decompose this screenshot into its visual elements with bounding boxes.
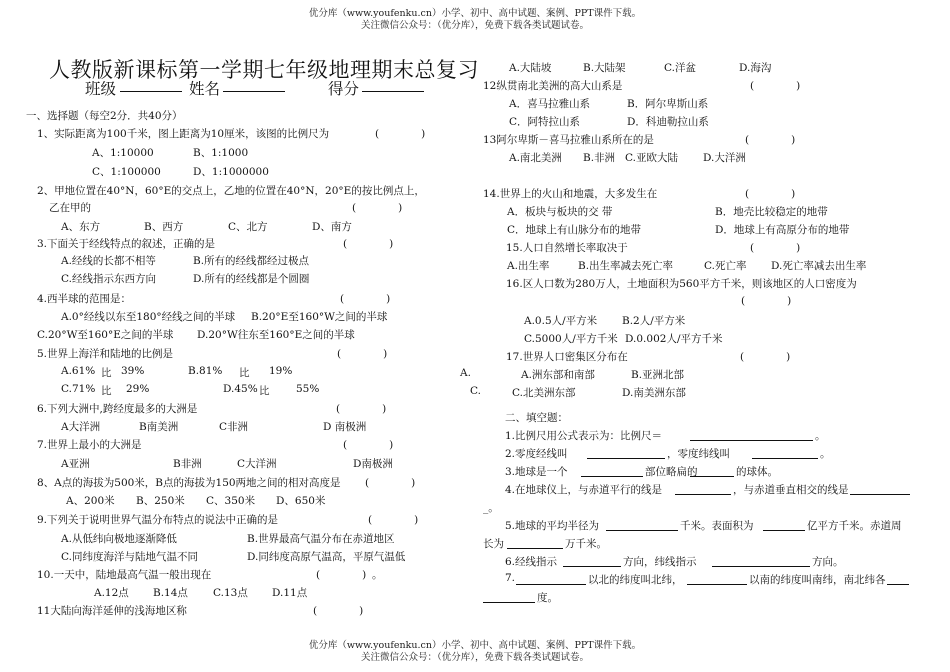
header-line-1: 优分库（www.youfenku.cn）小学、初中、高中试题、案例、PPT课件下载。	[308, 8, 642, 19]
q14-option-d: D．地球上有高原分布的地带	[715, 224, 850, 236]
question-7: 7.世界上最小的大洲是	[37, 439, 142, 451]
q5-option-a-sep: 比	[101, 367, 112, 379]
fill-7-blank-1[interactable]	[516, 584, 586, 585]
question-6: 6.下列大洲中,跨经度最多的大洲是	[37, 403, 198, 415]
q2-option-d: D、南方	[312, 221, 352, 233]
q15-option-c: C.死亡率	[704, 260, 747, 272]
fill-5-blank-3[interactable]	[507, 548, 563, 549]
page-title: 人教版新课标第一学期七年级地理期末总复习	[49, 58, 479, 82]
q5-option-c-value2: 29%	[126, 383, 150, 395]
question-17: 17.世界人口密集区分布在	[506, 351, 628, 363]
fill-6-text-b: 方向，纬线指示	[623, 556, 697, 568]
answer-paren-16[interactable]: ( )	[741, 295, 792, 307]
section-2-heading: 二、填空题：	[505, 412, 568, 424]
q15-option-d: D.死亡率减去出生率	[771, 260, 867, 272]
q8-option-c: C、350米	[206, 495, 256, 507]
q1-option-b: B、1:1000	[193, 147, 249, 159]
q14-option-a: A．板块与板块的交 带	[507, 206, 613, 218]
fill-2-end: 。	[820, 448, 831, 460]
q12-option-d: D．科迪勒拉山系	[627, 116, 709, 128]
question-1: 1、实际距离为100千米，图上距离为10厘米，该图的比例尺为	[37, 128, 330, 140]
fill-2-text-a: 2.零度经线叫	[505, 448, 568, 460]
question-2-cont: 乙在甲的	[49, 202, 91, 214]
fill-2-blank-1[interactable]	[587, 458, 665, 459]
header-line-2: 关注微信公众号：（优分库），免费下载各类试题试卷。	[360, 20, 589, 31]
q17-option-c: C.北美洲东部	[512, 387, 576, 399]
q10-option-c: C.13点	[213, 587, 248, 599]
q7-option-d: D南极洲	[353, 458, 393, 470]
fill-1-blank[interactable]	[690, 440, 813, 441]
question-15: 15.人口自然增长率取决于	[506, 242, 628, 254]
question-2: 2、甲地位置在40°N，60°E的交点上，乙地的位置在40°N，20°E的按比例点上，	[37, 185, 425, 197]
q17-option-d: D.南美洲东部	[622, 387, 686, 399]
q16-option-b: B.2人/平方米	[622, 315, 686, 327]
q16-option-c: C.5000人/平方千米	[524, 333, 618, 345]
q8-option-b: B、250米	[136, 495, 185, 507]
q17-option-b: B.亚洲北部	[631, 369, 685, 381]
fill-4-text-a: 4.在地球仪上，与赤道平行的线是	[505, 484, 663, 496]
q11-option-d: D.海沟	[739, 62, 772, 74]
q9-option-c: C.同纬度海洋与陆地气温不同	[61, 551, 198, 563]
question-16: 16.区人口数为280万人，土地面积为560平方千米，则该地区的人口密度为	[506, 278, 857, 290]
q10-option-a: A.12点	[94, 587, 129, 599]
q1-option-d: D、1:1000000	[193, 166, 269, 178]
q6-option-a: A大洋洲	[61, 421, 101, 433]
answer-paren-7[interactable]: ( )	[343, 439, 394, 451]
fill-4-text-b: ，与赤道垂直相交的线是	[733, 484, 849, 496]
fill-3-text-c: 的球体。	[736, 466, 778, 478]
q5-option-c-value: C.71%	[61, 383, 96, 395]
fill-7-blank-3a[interactable]	[887, 584, 909, 585]
q5-option-d-value2: 55%	[296, 383, 320, 395]
class-field[interactable]	[120, 91, 182, 92]
q1-option-c: C、1:100000	[92, 166, 161, 178]
q5-option-d-value: D.45%	[223, 383, 258, 395]
fill-6-text-c: 方向。	[812, 556, 844, 568]
question-5: 5.世界上海洋和陆地的比例是	[37, 348, 174, 360]
q11-option-a: A.大陆坡	[509, 62, 552, 74]
q13-option-a: A.南北美洲	[509, 152, 562, 164]
answer-paren-3[interactable]: ( )	[343, 238, 394, 250]
q2-option-a: A、东方	[61, 221, 101, 233]
q3-option-d: D.所有的经线都是个圆圈	[193, 273, 310, 285]
q3-option-b: B.所有的经线都经过极点	[193, 255, 310, 267]
q16-option-d: D.0.002人/平方千米	[625, 333, 723, 345]
question-3: 3.下面关于经线特点的叙述，正确的是	[37, 238, 216, 250]
footer-line-1: 优分库（www.youfenku.cn）小学、初中、高中试题、案例、PPT课件下载。	[308, 640, 642, 651]
q6-option-c: C非洲	[219, 421, 249, 433]
answer-paren-14[interactable]: ( )	[745, 188, 796, 200]
q17-label-a: A.	[460, 367, 471, 379]
q5-option-b-sep: 比	[239, 367, 250, 379]
q2-option-b: B、西方	[144, 221, 184, 233]
fill-5-text-b: 千米。表面积为	[680, 520, 754, 532]
q13-option-c: C.亚欧大陆	[625, 152, 678, 164]
section-1-heading: 一、选择题（每空2分．共40分）	[26, 110, 183, 122]
fill-3-text-a: 3.地球是一个	[505, 466, 568, 478]
q17-label-c: C.	[470, 385, 481, 397]
q5-option-d-sep: 比	[259, 385, 270, 397]
fill-3-blank-1[interactable]	[581, 476, 643, 477]
question-11: 11大陆向海洋延伸的浅海地区称	[37, 605, 187, 617]
q12-option-c: C．阿特拉山系	[509, 116, 581, 128]
q11-option-c: C.洋盆	[664, 62, 696, 74]
question-13: 13阿尔卑斯－喜马拉雅山系所在的是	[483, 134, 654, 146]
q14-option-c: C．地球上有山脉分布的地带	[507, 224, 642, 236]
answer-paren-2[interactable]: ( )	[352, 202, 403, 214]
fill-2-text-b: ，零度纬线叫	[667, 448, 730, 460]
question-9: 9.下列关于说明世界气温分布特点的说法中正确的是	[37, 514, 279, 526]
score-label: 得分	[328, 80, 360, 98]
q16-option-a: A.0.5人/平方米	[524, 315, 598, 327]
answer-paren-17[interactable]: ( )	[740, 351, 791, 363]
fill-7-text-d: 度。	[537, 592, 558, 604]
q6-option-d: D 南极洲	[323, 421, 367, 433]
fill-5-text-e: 万千米。	[565, 538, 607, 550]
question-12: 12纵贯南北美洲的高大山系是	[483, 80, 623, 92]
q13-option-b: B.非洲	[583, 152, 616, 164]
q15-option-a: A.出生率	[507, 260, 550, 272]
class-label: 班级	[85, 80, 117, 98]
q5-option-b-value: B.81%	[188, 365, 223, 377]
q7-option-c: C大洋洲	[237, 458, 277, 470]
q3-option-c: C.经线指示东西方向	[61, 273, 156, 285]
q5-option-c-sep: 比	[101, 385, 112, 397]
q7-option-b: B非洲	[173, 458, 202, 470]
q9-option-a: A.从低纬向极地逐渐降低	[61, 533, 177, 545]
fill-5-text-d: 长为	[483, 538, 504, 550]
q4-option-c: C.20°W至160°E之间的半球	[37, 329, 174, 341]
name-label: 姓名	[189, 80, 221, 98]
answer-paren-9[interactable]: ( )	[368, 514, 419, 526]
q10-option-b: B.14点	[153, 587, 188, 599]
q4-option-a: A.0°经线以东至180°经线之间的半球	[61, 311, 236, 323]
q15-option-b: B.出生率减去死亡率	[578, 260, 674, 272]
q9-option-b: B.世界最高气温分布在赤道地区	[247, 533, 395, 545]
fill-5-text-c: 亿平方千米。赤道周	[807, 520, 902, 532]
answer-paren-12[interactable]: ( )	[750, 80, 801, 92]
answer-paren-15[interactable]: ( )	[750, 242, 801, 254]
q13-option-d: D.大洋洲	[703, 152, 746, 164]
fill-5-blank-1[interactable]	[606, 530, 678, 531]
fill-5-blank-2[interactable]	[763, 530, 805, 531]
answer-paren-13[interactable]: ( )	[745, 134, 796, 146]
answer-paren-8[interactable]: ( )	[365, 477, 416, 489]
fill-4-blank-2[interactable]	[850, 494, 910, 495]
q8-option-a: A、200米	[66, 495, 115, 507]
question-10-tail: 。	[372, 569, 383, 581]
question-10: 10.一天中，陆地最高气温一般出现在	[37, 569, 212, 581]
question-4: 4.西半球的范围是：	[37, 293, 132, 305]
q11-option-b: B.大陆架	[583, 62, 626, 74]
question-14: 14.世界上的火山和地震，大多发生在	[483, 188, 658, 200]
fill-7-text-c: 以南的纬度叫南纬，南北纬各	[749, 574, 886, 586]
fill-6-text-a: 6.经线指示	[505, 556, 558, 568]
fill-3-text-b: 部位略扁的	[645, 466, 698, 478]
answer-paren-4[interactable]: ( )	[340, 293, 391, 305]
q5-option-b-value2: 19%	[269, 365, 293, 377]
name-field[interactable]	[223, 91, 285, 92]
answer-paren-6[interactable]: ( )	[336, 403, 387, 415]
q6-option-b: B南美洲	[139, 421, 179, 433]
fill-7-blank-2[interactable]	[687, 584, 747, 585]
fill-1-text: 1.比例尺用公式表示为：比例尺＝	[505, 430, 663, 442]
answer-paren-10[interactable]: ( )	[316, 569, 367, 581]
fill-3-blank-2[interactable]	[690, 476, 734, 477]
q12-option-a: A．喜马拉雅山系	[509, 98, 591, 110]
answer-paren-1[interactable]: ( )	[375, 128, 426, 140]
fill-2-blank-2[interactable]	[752, 458, 818, 459]
score-field[interactable]	[362, 91, 424, 92]
q5-option-a-value: A.61%	[61, 365, 96, 377]
fill-7-text-b: 以北的纬度叫北纬，	[588, 574, 683, 586]
q12-option-b: B．阿尔卑斯山系	[627, 98, 709, 110]
question-8: 8、A点的海拔为500米，B点的海拔为150两地之间的相对高度是	[37, 477, 341, 489]
fill-7-text-a: 7.	[505, 572, 516, 584]
q17-option-a: A.洲东部和南部	[521, 369, 595, 381]
q10-option-d: D.11点	[272, 587, 308, 599]
fill-6-blank-1[interactable]	[563, 566, 621, 567]
footer-line-2: 关注微信公众号：（优分库），免费下载各类试题试卷。	[360, 652, 589, 663]
answer-paren-5[interactable]: ( )	[337, 348, 388, 360]
q8-option-d: D、650米	[276, 495, 326, 507]
fill-4-blank-1[interactable]	[675, 494, 731, 495]
q9-option-d: D.同纬度高原气温高，平原气温低	[247, 551, 406, 563]
q4-option-b: B.20°E至160°W之间的半球	[251, 311, 388, 323]
fill-7-blank-3b[interactable]	[483, 602, 535, 603]
q5-option-a-value2: 39%	[121, 365, 145, 377]
q2-option-c: C、北方	[228, 221, 268, 233]
q7-option-a: A亚洲	[61, 458, 90, 470]
fill-4-end: _。	[483, 502, 499, 514]
fill-5-text-a: 5.地球的平均半径为	[505, 520, 600, 532]
answer-paren-11[interactable]: ( )	[313, 605, 364, 617]
fill-6-blank-2[interactable]	[712, 566, 810, 567]
q14-option-b: B．地壳比较稳定的地带	[715, 206, 828, 218]
q1-option-a: A、1:10000	[92, 147, 154, 159]
fill-1-end: 。	[815, 430, 826, 442]
q3-option-a: A.经线的长都不相等	[61, 255, 156, 267]
q4-option-d: D.20°W往东至160°E之间的半球	[197, 329, 355, 341]
